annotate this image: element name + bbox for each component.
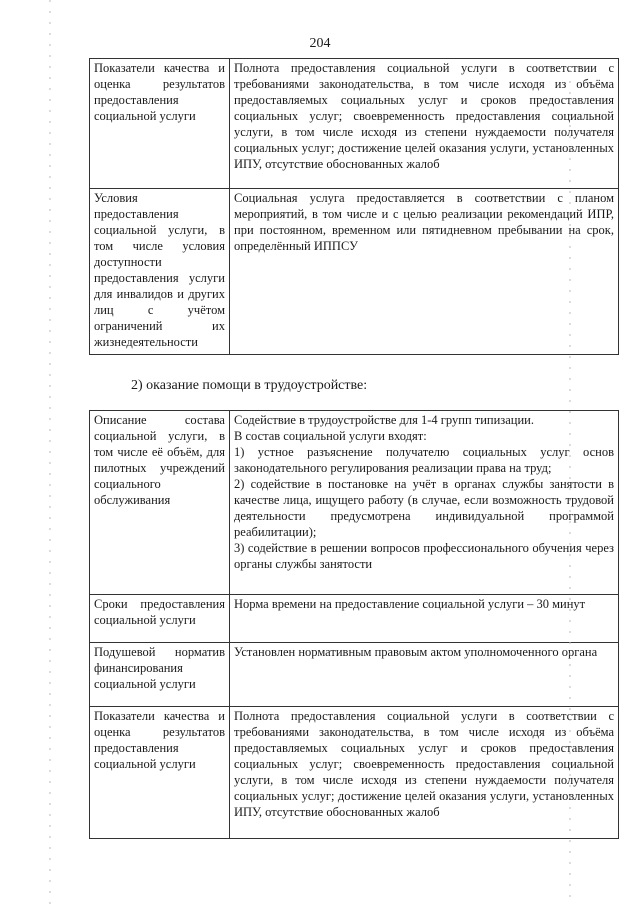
- row-content: [230, 59, 619, 189]
- table-row: [90, 411, 619, 595]
- content-paragraph: Полнота предоставления социальной услуги в соответствии с требованиями законодательства, в том числе исходя из объёма предоставляемых социальных услуг и сроков предоставления социальных услуг; своевременность предоставления социальной услуги, в том числе исходя из степени нуждаемости получателя социальных услуг; достижение целей оказания услуги, установленных ИПУ, отсутствие обоснованных жалоб: [234, 709, 614, 819]
- page-number: 204: [309, 36, 331, 51]
- table-row: [90, 189, 619, 355]
- row-label: Показатели качества и оценка результатов предоставления социальной услуги: [90, 707, 230, 839]
- content-paragraph: Установлен нормативным правовым актом уполномоченного органа: [234, 645, 598, 659]
- row-label: Показатели качества и оценка результатов предоставления социальной услуги: [90, 59, 230, 189]
- table-row: [90, 707, 619, 839]
- row-content: [230, 189, 619, 355]
- content-paragraph: 1) устное разъяснение получателю социальных услуг основ законодательного регулирования реализации права на труд;: [234, 445, 614, 475]
- table-row: [90, 59, 619, 189]
- content-paragraph: Норма времени на предоставление социальной услуги – 30 минут: [234, 597, 586, 611]
- content-paragraph: Полнота предоставления социальной услуги в соответствии с требованиями законодательства, в том числе исходя из объёма предоставляемых социальных услуг и сроков предоставления социальных услуг; своевременность предоставления социальной услуги, в том числе исходя из степени нуждаемости получателя социальных услуг; достижение целей оказания услуги, установленных ИПУ, отсутствие обоснованных жалоб: [234, 61, 614, 171]
- content-paragraph: 3) содействие в решении вопросов профессионального обучения через органы службы занятости: [234, 541, 614, 571]
- row-label: Подушевой норматив финансирования социальной услуги: [90, 643, 230, 707]
- table-row: [90, 643, 619, 707]
- row-content: [230, 643, 619, 707]
- row-label: Сроки предоставления социальной услуги: [90, 595, 230, 643]
- service-table-1: [89, 58, 619, 355]
- row-content: [230, 707, 619, 839]
- row-content: [230, 595, 619, 643]
- row-label: Условия предоставления социальной услуги, в том числе условия доступности предоставления услуги для инвалидов и других лиц с учётом ограничений их жизнедеятельности: [90, 189, 230, 355]
- table-row: [90, 595, 619, 643]
- content-paragraph: В состав социальной услуги входят:: [234, 429, 427, 443]
- row-label: Описание состава социальной услуги, в том числе её объём, для пилотных учреждений социального обслуживания: [90, 411, 230, 595]
- content-paragraph: 2) содействие в постановке на учёт в органах службы занятости в качестве лица, ищущего работу (в случае, если возможность трудовой деятельности предусмотрена индивидуальной программой реабилитации);: [234, 477, 614, 539]
- content-paragraph: Содействие в трудоустройстве для 1-4 групп типизации.: [234, 413, 534, 427]
- section-heading: 2) оказание помощи в трудоустройстве:: [131, 378, 368, 393]
- content-paragraph: Социальная услуга предоставляется в соответствии с планом мероприятий, в том числе и с целью реализации рекомендаций ИПР, при постоянном, временном или пятидневном пребывании на срок, определённый ИППСУ: [234, 191, 614, 253]
- row-content: [230, 411, 619, 595]
- service-table-2: [89, 410, 619, 839]
